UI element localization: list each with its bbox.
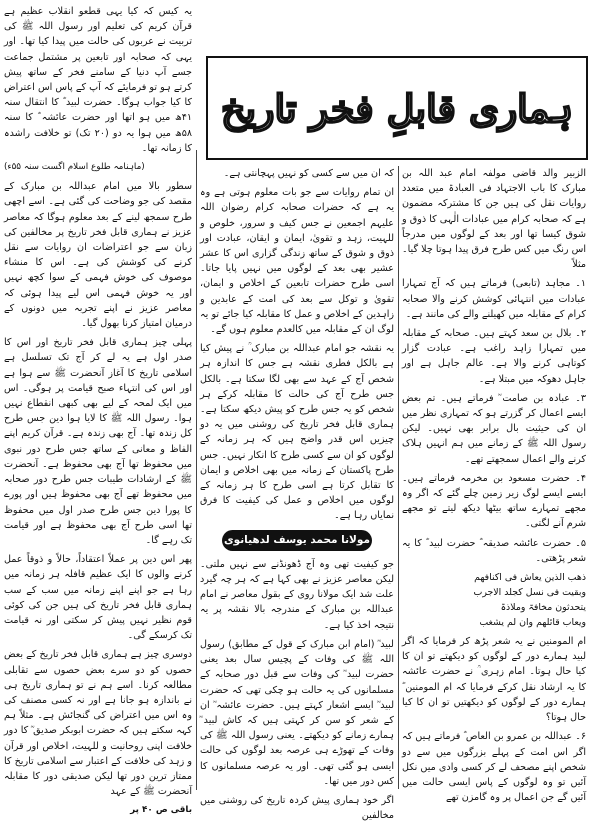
verse-line: وبقیت فی نسل کجلد الاجرب bbox=[473, 587, 586, 599]
source-reference: (ماہنامہ طلوع اسلام اگست سنہ ۵۵ء) bbox=[4, 162, 145, 173]
right-paragraph-3: ۲۔ بلال بن سعد کہتے ہیں۔ صحابہ کے مقابلہ میں تمہارا زاہد راغب ہے۔ عبادت گزار کوتاہی کرنے والا ہے۔ عالم جاہل ہے اور جاہل دھوکہ میں مبتلا ہے۔ bbox=[402, 328, 586, 385]
verse-line: یتحدثون مخافۃ وملاذۃ bbox=[500, 602, 586, 614]
middle-paragraph-6: اگر خود ہماری پیش کردہ تاریخ کی روشنی میں مخالفین bbox=[200, 794, 394, 822]
right-paragraph-1: الزبیر والد قاضی مولفہ امام عبد اللہ بن مبارک کا باب الاجتہاد فی العبادۃ میں متعدد روایات نقل کی ہیں جن کا مشترکہ مضمون ہے کہ صحابہ کرام میں عبادات الٰہی کا ذوق و شوق کیسا تھا اور بعد کے لوگوں میں مدرجاً اس رنگ میں کس طرح فرق پیدا ہوتا چلا گیا۔ مثلاً bbox=[402, 168, 586, 271]
column-divider bbox=[196, 150, 197, 790]
author-byline: مولانا محمد یوسف لدھیانوی bbox=[222, 530, 372, 551]
left-paragraph-3: پہلی چیز ہماری قابل فخر تاریخ اور اس کا صدر اول ہے یہ لے کر آج تک تسلسل ہے اسلامی تاریخ کا آغاز آنحضرت ﷺ سے ہوا ہے اور اس کی انتہاء صبح قیامت پر ہوگی۔ اس میں ایک لمحہ کے لیے بھی کبھی انقطاع نہیں ہوا۔ رسول اللہ ﷺ کا لایا ہوا دین جس طرح کل زندہ تھا۔ آج بھی زندہ ہے۔ قرآن کریم اپنے الفاظ و معانی کے ساتھ جس طرح دور نبوی میں محفوظ تھا آج بھی محفوظ ہے۔ آنحضرت ﷺ کے ارشادات طیبات جس طرح دور صحابہ میں محفوظ تھے آج بھی محفوظ ہیں اور پورے کا پورا دین جس طرح صدر اول میں محفوظ تھا اسی طرح آج بھی محفوظ ہے اور قیامت تک رہے گا۔ bbox=[4, 337, 192, 546]
middle-column bbox=[200, 166, 394, 822]
middle-paragraph-4: جو کیفیت تھی وہ آج ڈھونڈنے سے نہیں ملتی۔ لیکن معاصر عزیز نے بھی کہا ہے کہ ہر چہ گیرد علت شد ایک مولانا روی کے بقول معاصر نے امام عبداللہ بن مبارک کے مندرجہ بالا نقشہ پر یہ نتیجہ اخذ کیا ہے۔ bbox=[200, 558, 394, 631]
right-paragraph-6: ۵۔ حضرت عائشہ صدیقہ ؓ حضرت لبید ؓ کا یہ شعر پڑھتی۔ bbox=[402, 537, 586, 564]
right-paragraph-4: ۳۔ عبادہ بن صامت ؓ فرماتے ہیں۔ تم بعض ایسے اعمال کر گزرتے ہو کہ تمہاری نظر میں ان کی حیثیت بال برابر بھی نہیں۔ لیکن رسول اللہ ﷺ کے زمانے میں ہم انہیں ہلاک کرنے والے اعمال سمجھتے تھے۔ bbox=[402, 392, 586, 465]
middle-paragraph-5: لبید ؓ (امام ابن مبارک کے قول کے مطابق) رسول اللہ ﷺ کی وفات کے پچیس سال بعد یعنی حضرت لبید ؓ کی وفات سے قبل دور صحابہ کے مسلمانوں کی یہ حالت ہو چکی تھی کہ حضرت لبید ؓ ایسے اشعار کہتے ہیں۔ حضرت عائشہ ؓ ان کے شعر کو سن کر کہتی ہیں کہ کاش لبید ؓ ہمارے زمانے کو دیکھتے۔ یعنی رسول اللہ ﷺ کی وفات کے تھوڑے ہی عرصہ بعد لوگوں کی حالت ایسی ہو گئی تھی۔ اور یہ عرصہ مسلمانوں کا کس دور میں تھا۔ bbox=[200, 638, 394, 787]
middle-paragraph-3: یہ نقشہ جو امام عبداللہ بن مبارک ؒ نے پیش کیا ہے بالکل فطری نقشہ ہے جس کا اندازہ ہر شخص آج کے عہد سے بھی لگا سکتا ہے۔ بالکل جس طرح آج کی حالت کا مقابلہ کرکے ہر شخص کو یہ جس طرح کو پیش دیکھ سکتا ہے۔ ہماری قابل فخر تاریخ کی روشنی میں یہ دو چیزیں اس قدر واضح ہیں کہ ہر زمانہ کے لوگوں کو ان سے کسی طرح کا انکار نہیں۔ جس طرح پاکستان کے زمانہ میں بھی اخلاص و ایمان کا تقابل کرتا ہے اسی طرح کا ہر زمانہ کے لوگوں میں اخلاص و عمل کی کیفیت کا فرق نمایاں رہا ہے۔ bbox=[200, 343, 394, 522]
right-paragraph-8: ۶۔ عبداللہ بن عمرو بن العاص ؓ فرماتے ہیں کہ اگر اس امت کے پہلے بزرگوں میں سے دو شخص اپنے مصحف لے کر کسی وادی میں نکل آئیں تو وہ لوگوں کے پاس ایسی حالت میں آئیں گے جن اعمال پر وہ گامزن تھے bbox=[402, 731, 586, 804]
left-paragraph-2: سطور بالا میں امام عبداللہ بن مبارک کے مقصد کی جو وضاحت کی گئی ہے۔ اسے اچھی طرح سمجھ لینے کے بعد معلوم ہوگا کہ معاصر عزیز نے ہماری قابل فخر تاریخ پر مخالفین کی زبان سے جو اعتراضات ان روایات سے نقل کرنے کی کوشش کی ہے۔ اس کا منشاء موصوف کی خوش فہمی کے سوا کچھ نہیں اور یہ خوش فہمی اس لیے پیدا ہوئی کہ معاصر عزیز نے اپنے تجربہ میں دونوں کے درمیان امتیاز کرنا بھول گیا۔ bbox=[4, 181, 192, 330]
verse-line: ذھب الذین یعاش فی اکنافھم bbox=[474, 572, 586, 584]
verse-line: ویعاب قائلھم وان لم یشغب bbox=[479, 617, 586, 629]
column-divider bbox=[398, 166, 399, 789]
middle-paragraph-2: ان تمام روایات سے جو بات معلوم ہوتی ہے وہ یہ ہے کہ حضرات صحابہ کرام رضوان اللہ علیہم اجمعین نے جس کیف و سرور، خلوص و للہیت، زہد و تقویٰ، ایمان و ایقان، عبادت اور ذوق و شوق کے ساتھ زندگی گزاری اس کا عشر عشیر بھی بعد کے لوگوں میں نہیں پایا جاتا۔ اسی طرح حضرات تابعین کے اخلاص و ایمان، تقویٰ و توکل سے بعد کی امت کے عابدین و زاہدین کے اخلاص و عمل کا مقابلہ کیا جائے تو یہ لوگ ان کے مقابلہ میں کالعدم معلوم ہوں گے۔ bbox=[200, 187, 394, 336]
right-paragraph-7: ام المومنین نے یہ شعر پڑھ کر فرمایا کہ اگر لبید ہمارے دور کے لوگوں کو دیکھتے تو ان کا کیا حال ہوتا۔ امام زہری ؒ نے حضرت عائشہ کا یہ ارشاد نقل کرکے فرمایا کہ ام المومنین ؓ ہمارے دور کے لوگوں کو دیکھتیں تو ان کا کیا حال ہوتا؟ bbox=[402, 636, 586, 724]
right-paragraph-5: ۴۔ حضرت مسعود بن مخرمہ فرماتے ہیں۔ ایسے ایسے لوگ زیر زمین چلے گئے کہ اگر وہ مجھے تمہارے ساتھ بیٹھا دیکھ لیتے تو مجھے شرم آنے لگتی۔ bbox=[402, 472, 586, 530]
left-paragraph-1: یہ کیس کہ کیا یہی قطعو انقلاب عظیم ہے قرآن کریم کی تعلیم اور رسول اللہ ﷺ کی تربیت نے عربوں کی حالت میں پیدا کیا تھا۔ اور یہی کہ صحابہ اور تابعین پر مشتمل جماعت جسے آپ دنیا کے سامنے فخر کے ساتھ پیش کرتے ہو تو فرمایئے کہ آپ کے پاس اس اعتراض کا کیا جواب ہوگا۔ حضرت لبید ؓ کا انتقال سنہ ۴۱ھ میں ہو اتھا اور حضرت عائشہ ؓ کا سنہ ۵۸ھ میں ہوا یہ دو (۲۰ تک) تو خلافت راشدہ کا زمانہ تھا۔ bbox=[4, 6, 192, 154]
left-column bbox=[4, 4, 192, 816]
middle-paragraph-1: کہ ان میں سے کسی کو نہیں پہچانتی ہے۔ bbox=[223, 168, 394, 179]
left-paragraph-4: پھر اس دین پر عملاً اعتقاداً، حالاً و ذوقاً عمل کرنے والوں کا ایک عظیم قافلہ ہر زمانہ میں رہا ہے جو اپنے اپنے زمانہ میں سب کے سب ہماری قابل فخر تاریخ کی ہیں جن کی کوئی قوم نظیر نہیں پیش کر سکتی اور نہ قیامت تک کرسکے گی۔ bbox=[4, 554, 192, 642]
headline-box bbox=[206, 56, 588, 160]
right-paragraph-2: ۱۔ مجاہد (تابعی) فرماتے ہیں کہ آج تمہارا عبادات میں انتہائی کوشش کرنے والا صحابہ کرام کے مقابلہ میں کھیلنے والے کی مانند ہے۔ bbox=[402, 278, 586, 320]
continued-note: باقی ص ۴۰ پر bbox=[130, 805, 192, 816]
article-title: ہماری قابلِ فخر تاریخ bbox=[221, 85, 573, 131]
right-column bbox=[402, 166, 586, 804]
left-paragraph-5: دوسری چیز ہے ہماری قابل فخر تاریخ کے بعض حصوں کو دو سرے بعض حصوں سے تقابلی مطالعہ کرنا۔ اسے ہم نے تو ہماری تاریخ ہی نے باندازہ ہو جانا ہے اور نہ کسی مصنف کی وہ اس میں اعتراض کی گنجائش ہے۔ مثلاً ہم کہہ سکتے ہیں کہ حضرت ابوبکر صدیق ؓ کا دور خلافت اپنی روحانیت و للہیت، اخلاص اور قرآن و زہد کی خلافت کے اعتبار سے اسلامی تاریخ کا ممتاز ترین دور تھا لیکن صدیقی دور کا مقابلہ آنحضرت ﷺ کے عہد bbox=[4, 649, 192, 798]
poem-verse bbox=[402, 570, 586, 630]
